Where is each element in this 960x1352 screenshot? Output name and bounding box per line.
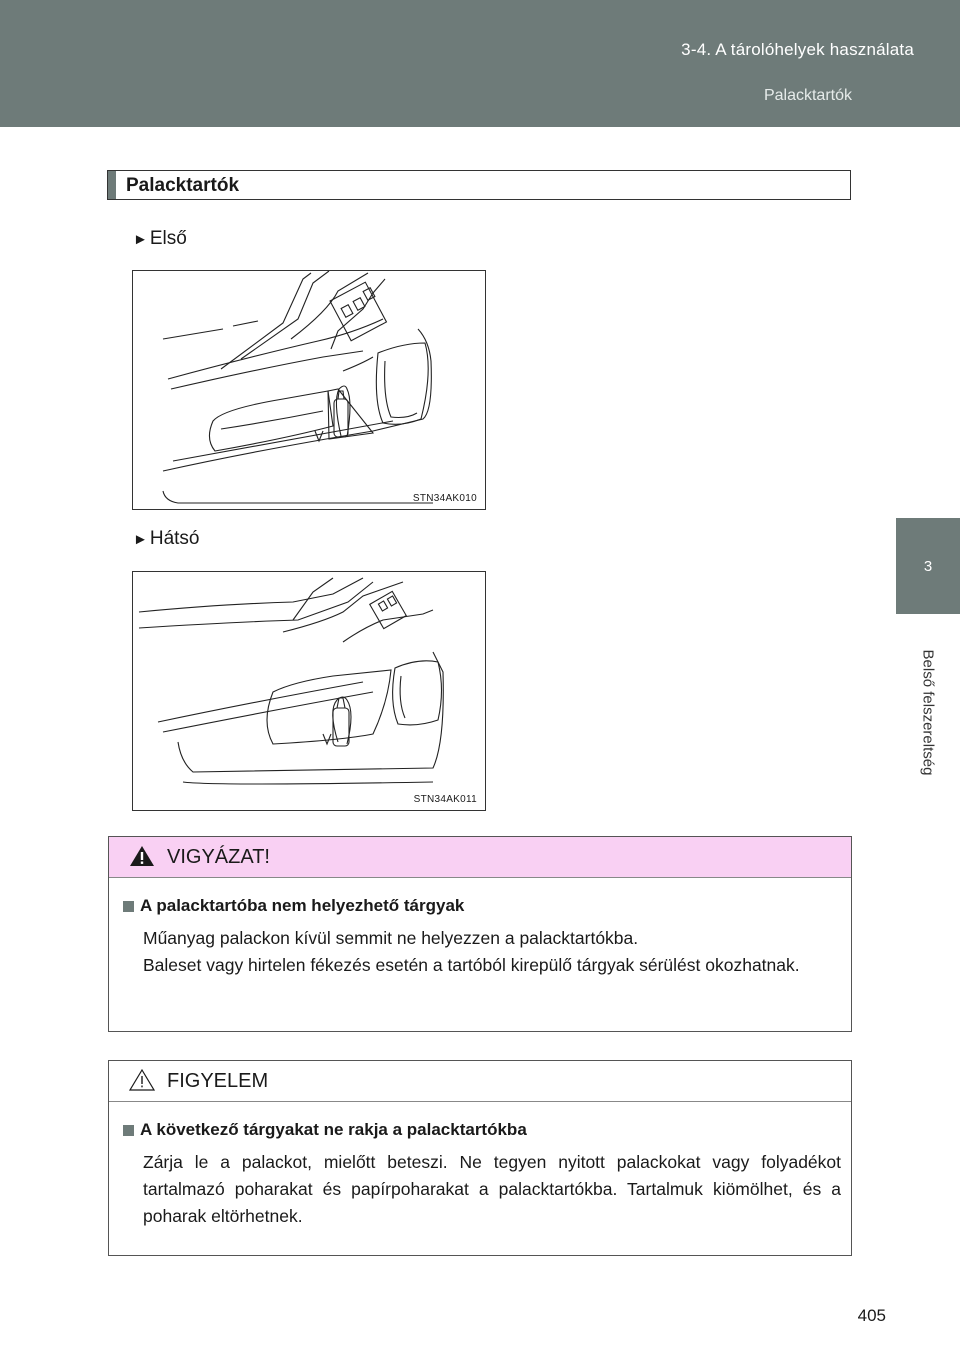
warning-triangle-icon <box>129 844 155 868</box>
section-heading-bar <box>108 171 116 199</box>
caution-triangle-outline-icon <box>129 1068 155 1092</box>
section-heading <box>107 170 851 200</box>
warning-paragraph-2: Baleset vagy hirtelen fékezés esetén a tartóból kirepülő tárgyak sérülést okozhatnak. <box>143 955 800 975</box>
header-band <box>0 0 960 127</box>
notice-item-title: A következő tárgyakat ne rakja a palacktartókba <box>123 1120 841 1140</box>
figure-label-front: ► Első <box>133 228 187 249</box>
notice-title: FIGYELEM <box>167 1070 269 1092</box>
warning-item-title: A palacktartóba nem helyezhető tárgyak <box>123 896 841 916</box>
figure-code: STN34AK011 <box>413 794 477 805</box>
warning-body <box>109 878 851 979</box>
pointer-arrow-icon: ► <box>133 231 148 248</box>
front-door-illustration <box>133 271 487 511</box>
header-subsection-title: Palacktartók <box>763 87 852 104</box>
notice-header <box>109 1061 851 1102</box>
figure-front-bottle-holder <box>132 270 486 510</box>
warning-title: VIGYÁZAT! <box>167 846 270 868</box>
chapter-tab-label-text: Belső felszereltség <box>919 649 937 775</box>
chapter-tab-label <box>896 622 960 802</box>
warning-callout <box>108 836 852 1032</box>
header-section-title: 3-4. A tárolóhelyek használata <box>681 40 914 59</box>
warning-paragraph-1: Műanyag palackon kívül semmit ne helyezzen a palacktartókba. <box>143 928 639 948</box>
rear-door-illustration <box>133 572 487 812</box>
warning-header <box>109 837 851 878</box>
chapter-tab-number: 3 <box>896 518 960 614</box>
figure-rear-bottle-holder <box>132 571 486 811</box>
figure-code: STN34AK010 <box>412 493 477 504</box>
notice-body <box>109 1102 851 1230</box>
figure-label-rear: ► Hátsó <box>133 528 200 549</box>
page-number: 405 <box>857 1306 886 1325</box>
section-title: Palacktartók <box>126 175 240 196</box>
pointer-arrow-icon: ► <box>133 531 148 548</box>
square-bullet-icon <box>123 901 134 912</box>
square-bullet-icon <box>123 1125 134 1136</box>
notice-callout <box>108 1060 852 1256</box>
notice-paragraph: Zárja le a palackot, mielőtt beteszi. Ne tegyen nyitott palackokat vagy folyadékot tartalmazó poharakat és papírpoharakat a palacktartókba. Tartalmuk kiömölhet, és a poharak eltörhetnek. <box>143 1152 841 1226</box>
